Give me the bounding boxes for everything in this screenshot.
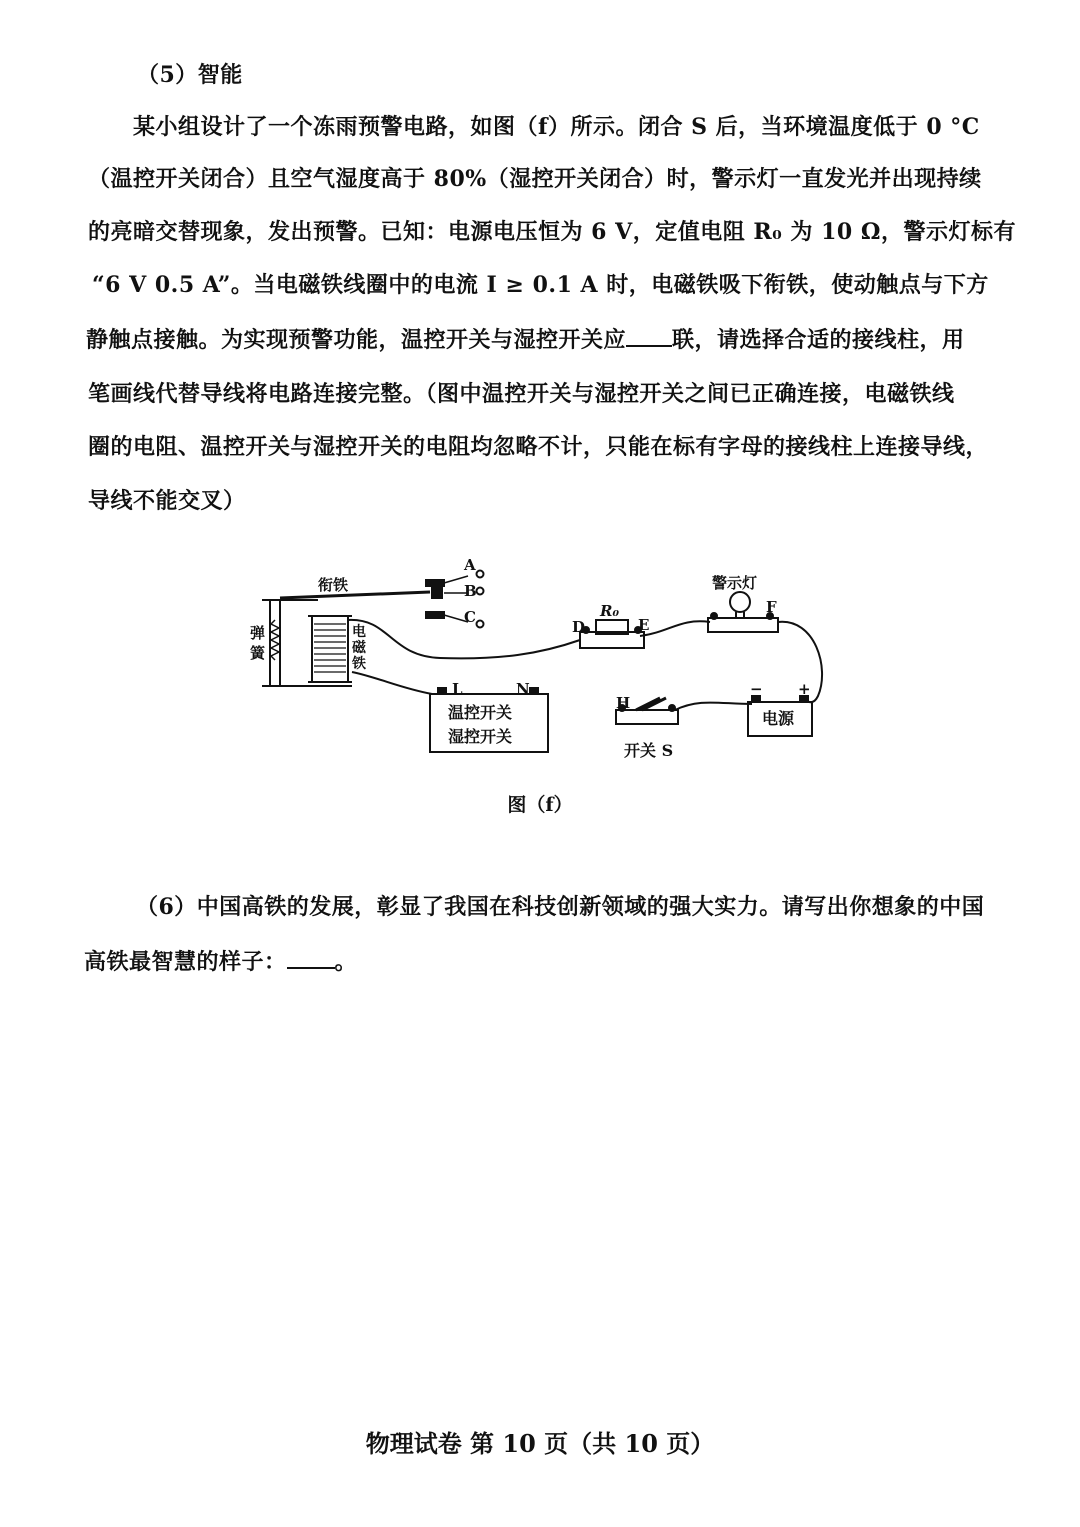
- label-H: H: [616, 694, 631, 712]
- label-C: C: [464, 608, 476, 626]
- figure-caption: 图（f）: [507, 794, 573, 816]
- part6-text-before: 高铁最智慧的样子：: [84, 949, 287, 975]
- label-battery: 电源: [762, 709, 795, 728]
- label-B: B: [464, 582, 477, 600]
- lamp-base: [708, 618, 778, 632]
- label-plus: +: [798, 680, 811, 698]
- part5-line-5: [86, 323, 965, 354]
- part5-line-7: 圈的电阻、温控开关与湿控开关的电阻均忽略不计，只能在标有字母的接线柱上连接导线，: [88, 434, 989, 460]
- armature-bar: [280, 592, 430, 598]
- terminal-B: [477, 588, 484, 595]
- label-A: A: [464, 556, 476, 574]
- contact-A-block: [426, 580, 444, 586]
- spring-coil: [271, 620, 279, 660]
- part5-line-6: 笔画线代替导线将电路连接完整。（图中温控开关与湿控开关之间已正确连接，电磁铁线: [88, 381, 955, 407]
- label-switch-box-1: 温控开关: [448, 703, 513, 722]
- part5-line-3: 的亮暗交替现象，发出预警。已知：电源电压恒为 6 V，定值电阻 R₀ 为 10 Ω，警示灯标有: [88, 219, 1016, 245]
- terminal-C: [477, 621, 484, 628]
- part5-line-2: （温控开关闭合）且空气湿度高于 80%（湿控开关闭合）时，警示灯一直发光并出现持续: [88, 166, 982, 192]
- wire-switch-to-minus: [675, 703, 752, 711]
- label-electromagnet-2: 磁: [352, 640, 366, 656]
- part6-text-after: 。: [334, 949, 358, 975]
- label-spring-2: 簧: [250, 644, 266, 662]
- lamp-bulb-icon: [730, 592, 750, 612]
- contact-C-block: [426, 612, 444, 618]
- terminal-L: [438, 688, 446, 694]
- wire-E-to-lamp: [640, 621, 710, 636]
- wire-magnet-to-L: [352, 672, 432, 694]
- switch-s-base: [616, 710, 678, 724]
- part6-line-2: [84, 945, 357, 976]
- label-electromagnet-3: 铁: [352, 656, 366, 672]
- label-D: D: [572, 618, 586, 636]
- electromagnet-windings: [314, 624, 346, 672]
- page-footer: 物理试卷 第 10 页（共 10 页）: [365, 1429, 715, 1458]
- label-R0: R₀: [600, 602, 620, 620]
- label-armature: 衔铁: [318, 576, 349, 594]
- label-minus: −: [750, 680, 763, 698]
- part6-line-1: （6）中国高铁的发展，彰显了我国在科技创新领域的强大实力。请写出你想象的中国: [136, 894, 985, 920]
- part5-heading: （5）智能: [137, 62, 243, 88]
- label-lamp: 警示灯: [712, 574, 758, 592]
- line5-text-before: 静触点接触。为实现预警功能，温控开关与湿控开关应: [86, 327, 627, 353]
- label-E: E: [638, 616, 650, 634]
- label-spring-1: 弹: [250, 624, 266, 642]
- circuit-diagram: [240, 548, 840, 768]
- answer-blank-series-parallel[interactable]: [626, 323, 672, 347]
- label-switch-s: 开关 S: [624, 741, 674, 760]
- answer-blank-smart-railway[interactable]: [287, 945, 335, 969]
- part5-line-1: 某小组设计了一个冻雨预警电路，如图（f）所示。闭合 S 后，当环境温度低于 0 °C: [133, 114, 980, 140]
- part5-line-4: “6 V 0.5 A”。当电磁铁线圈中的电流 I ≥ 0.1 A 时，电磁铁吸下衔铁，使动触点与下方: [92, 272, 989, 298]
- part5-line-8: 导线不能交叉）: [88, 488, 246, 514]
- label-electromagnet-1: 电: [352, 624, 366, 640]
- label-L: L: [452, 680, 463, 698]
- label-F: F: [766, 598, 777, 616]
- line5-text-after: 联，请选择合适的接线柱，用: [672, 327, 965, 353]
- label-switch-box-2: 湿控开关: [448, 727, 513, 746]
- terminal-A: [477, 571, 484, 578]
- terminal-N: [530, 688, 538, 694]
- label-N: N: [516, 680, 530, 698]
- contact-B-block: [432, 588, 442, 598]
